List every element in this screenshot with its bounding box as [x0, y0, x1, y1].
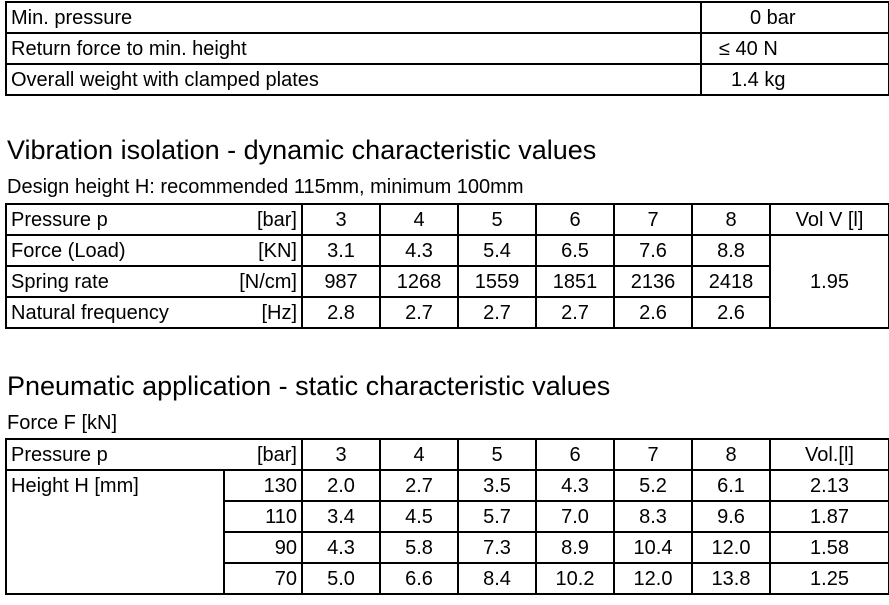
cell: 2418: [692, 266, 770, 297]
table-row: [6, 33, 889, 64]
cell: 2136: [614, 266, 692, 297]
cell: 5.7: [458, 501, 536, 532]
header-label: Pressure p: [6, 439, 224, 470]
table-header-row: [6, 439, 889, 470]
spec-value: ≤ 40 N: [701, 33, 889, 64]
height-cell: 110: [224, 501, 302, 532]
cell: 10.2: [536, 563, 614, 594]
header-cell: 8: [692, 204, 770, 235]
spec-value: 0 bar: [701, 2, 889, 33]
cell: 8.9: [536, 532, 614, 563]
cell: 8.3: [614, 501, 692, 532]
header-vol: Vol.[l]: [770, 439, 889, 470]
cell: 2.8: [302, 297, 380, 328]
cell: 3.5: [458, 470, 536, 501]
row-label-spacer: [6, 563, 224, 594]
vibration-title: Vibration isolation - dynamic characteristic values: [7, 135, 597, 165]
cell: 3.1: [302, 235, 380, 266]
cell: 5.8: [380, 532, 458, 563]
vol-cell: 2.13: [770, 470, 889, 501]
cell: 6.5: [536, 235, 614, 266]
header-cell: 5: [458, 204, 536, 235]
spec-label: Overall weight with clamped plates: [6, 64, 701, 95]
height-cell: 130: [224, 470, 302, 501]
cell: 12.0: [692, 532, 770, 563]
spec-label: Return force to min. height: [6, 33, 701, 64]
cell: 2.6: [614, 297, 692, 328]
cell: 2.7: [536, 297, 614, 328]
cell: 7.6: [614, 235, 692, 266]
table-row: [6, 266, 889, 297]
table-row: [6, 470, 889, 501]
row-label: Height H [mm]: [6, 470, 224, 501]
header-cell: 6: [536, 439, 614, 470]
row-label: Spring rate: [6, 266, 224, 297]
cell: 13.8: [692, 563, 770, 594]
cell: 4.3: [380, 235, 458, 266]
cell: 4.3: [302, 532, 380, 563]
cell: 5.2: [614, 470, 692, 501]
cell: 8.8: [692, 235, 770, 266]
cell: 8.4: [458, 563, 536, 594]
cell: 1268: [380, 266, 458, 297]
header-cell: 4: [380, 204, 458, 235]
general-specs-table: [5, 1, 889, 96]
row-unit: [N/cm]: [224, 266, 302, 297]
header-cell: 7: [614, 204, 692, 235]
header-cell: 7: [614, 439, 692, 470]
height-cell: 70: [224, 563, 302, 594]
cell: 1851: [536, 266, 614, 297]
cell: 9.6: [692, 501, 770, 532]
table-header-row: [6, 204, 889, 235]
table-row: [6, 563, 889, 594]
cell: 7.3: [458, 532, 536, 563]
pneumatic-table: [5, 438, 889, 595]
height-cell: 90: [224, 532, 302, 563]
row-label: Natural frequency: [6, 297, 224, 328]
vol-cell: 1.95: [770, 235, 889, 328]
row-label-spacer: [6, 532, 224, 563]
table-row: [6, 297, 889, 328]
cell: 2.7: [380, 297, 458, 328]
cell: 12.0: [614, 563, 692, 594]
spec-label: Min. pressure: [6, 2, 701, 33]
cell: 987: [302, 266, 380, 297]
table-row: [6, 64, 889, 95]
header-vol: Vol V [l]: [770, 204, 889, 235]
vibration-subtitle: Design height H: recommended 115mm, minimum 100mm: [7, 176, 524, 198]
vibration-table: [5, 203, 889, 329]
table-row: [6, 501, 889, 532]
header-cell: 6: [536, 204, 614, 235]
vol-cell: 1.87: [770, 501, 889, 532]
row-label: Force (Load): [6, 235, 224, 266]
header-unit: [bar]: [224, 204, 302, 235]
cell: 1559: [458, 266, 536, 297]
cell: 4.5: [380, 501, 458, 532]
cell: 5.4: [458, 235, 536, 266]
row-unit: [KN]: [224, 235, 302, 266]
header-cell: 5: [458, 439, 536, 470]
vol-cell: 1.58: [770, 532, 889, 563]
cell: 2.6: [692, 297, 770, 328]
table-row: [6, 532, 889, 563]
cell: 5.0: [302, 563, 380, 594]
cell: 3.4: [302, 501, 380, 532]
table-row: [6, 235, 889, 266]
cell: 6.1: [692, 470, 770, 501]
spec-value: 1.4 kg: [701, 64, 889, 95]
cell: 2.7: [458, 297, 536, 328]
cell: 2.7: [380, 470, 458, 501]
table-row: [6, 2, 889, 33]
pneumatic-title: Pneumatic application - static characteristic values: [7, 371, 611, 401]
cell: 7.0: [536, 501, 614, 532]
header-label: Pressure p: [6, 204, 224, 235]
cell: 4.3: [536, 470, 614, 501]
row-unit: [Hz]: [224, 297, 302, 328]
header-cell: 3: [302, 439, 380, 470]
row-label-spacer: [6, 501, 224, 532]
pneumatic-subtitle: Force F [kN]: [7, 412, 118, 434]
header-cell: 8: [692, 439, 770, 470]
cell: 2.0: [302, 470, 380, 501]
cell: 6.6: [380, 563, 458, 594]
cell: 10.4: [614, 532, 692, 563]
header-cell: 3: [302, 204, 380, 235]
vol-cell: 1.25: [770, 563, 889, 594]
header-unit: [bar]: [224, 439, 302, 470]
header-cell: 4: [380, 439, 458, 470]
